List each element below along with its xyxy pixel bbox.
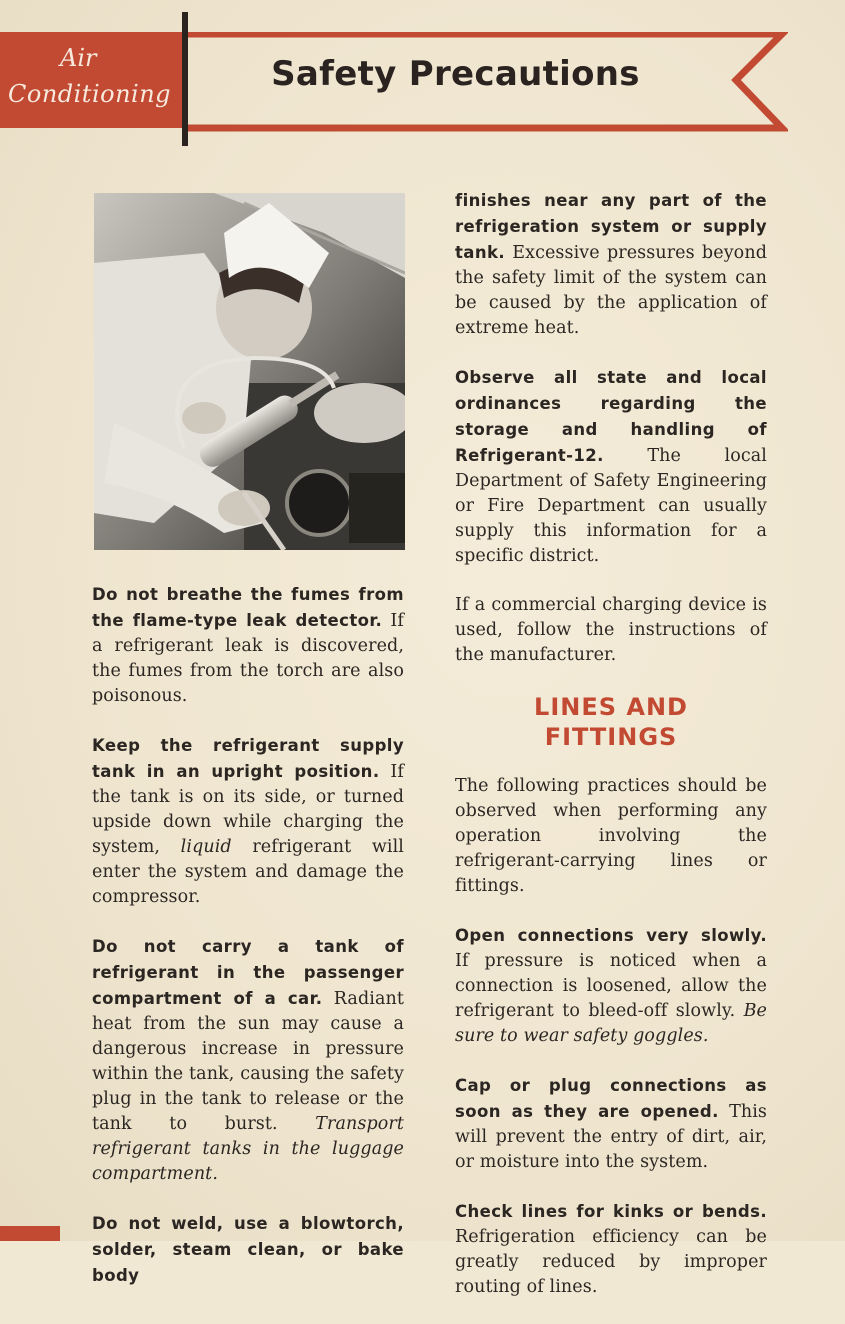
section-heading-line2: FITTINGS	[544, 723, 678, 751]
body-upright-2: refrigerant will enter the system and damage the compressor.	[92, 837, 404, 907]
mechanic-photo	[94, 193, 405, 550]
lead-ordinances: Observe all state and local ordinances regarding the storage and handling of Refrigerant-12.	[455, 368, 767, 465]
paragraph-passenger	[92, 934, 404, 1187]
lead-fumes: Do not breathe the fumes from the flame-type leak detector.	[92, 585, 404, 630]
paragraph-upright	[92, 733, 404, 910]
body-fumes: If a refrigerant leak is discovered, the fumes from the torch are also poisonous.	[92, 611, 404, 706]
body-passenger-italic: Transport refrigerant tanks in the luggage compartment.	[92, 1114, 404, 1184]
lead-finishes: finishes near any part of the refrigeration system or supply tank.	[455, 191, 767, 262]
page-title: Safety Precautions	[271, 54, 640, 94]
lead-kinks: Check lines for kinks or bends.	[455, 1202, 767, 1221]
paragraph-weld	[92, 1211, 404, 1289]
paragraph-cap	[455, 1073, 767, 1175]
lead-cap: Cap or plug connections as soon as they are opened.	[455, 1076, 767, 1121]
left-column	[92, 582, 404, 1313]
body-kinks: Refrigeration efficiency can be greatly reduced by improper routing of lines.	[455, 1227, 767, 1297]
section-tab-line2: Conditioning	[8, 80, 172, 108]
paragraph-open	[455, 923, 767, 1049]
body-open: If pressure is noticed when a connection is loosened, allow the refrigerant to bleed-off slowly.	[455, 951, 767, 1021]
lead-upright: Keep the refrigerant supply tank in an upright position.	[92, 736, 404, 781]
body-charging: If a commercial charging device is used, follow the instructions of the manufacturer.	[455, 595, 767, 665]
section-heading	[455, 692, 767, 752]
paragraph-practices	[455, 774, 767, 899]
body-open-italic: Be sure to wear safety goggles.	[455, 1001, 767, 1046]
paragraph-finishes	[455, 188, 767, 341]
paragraph-charging	[455, 593, 767, 668]
lead-open: Open connections very slowly.	[455, 926, 767, 945]
lead-passenger: Do not carry a tank of refrigerant in the passenger compartment of a car.	[92, 937, 404, 1008]
paragraph-ordinances	[455, 365, 767, 569]
photo-illustration	[94, 193, 405, 550]
body-passenger: Radiant heat from the sun may cause a dangerous increase in pressure within the tank, causing the safety plug in the tank to release or the tank to burst.	[92, 989, 404, 1134]
section-heading-line1: LINES AND	[534, 693, 688, 721]
body-finishes: Excessive pressures beyond the safety limit of the system can be caused by the application of extreme heat.	[455, 243, 767, 338]
page-number-tab	[0, 1226, 60, 1241]
paragraph-fumes	[92, 582, 404, 709]
body-ordinances: The local Department of Safety Engineering or Fire Department can usually supply this information for a specific district.	[455, 446, 767, 566]
body-cap: This will prevent the entry of dirt, air, or moisture into the system.	[455, 1102, 767, 1172]
body-upright-italic: liquid	[180, 837, 232, 857]
body-practices: The following practices should be observed when performing any operation involving the refrigerant-carrying lines or fittings.	[455, 776, 767, 896]
lead-weld: Do not weld, use a blowtorch, solder, steam clean, or bake body	[92, 1214, 404, 1285]
section-tab-line1: Air	[60, 44, 97, 72]
body-upright-1: If the tank is on its side, or turned upside down while charging the system,	[92, 762, 404, 857]
right-column	[455, 188, 767, 1324]
paragraph-kinks	[455, 1199, 767, 1300]
